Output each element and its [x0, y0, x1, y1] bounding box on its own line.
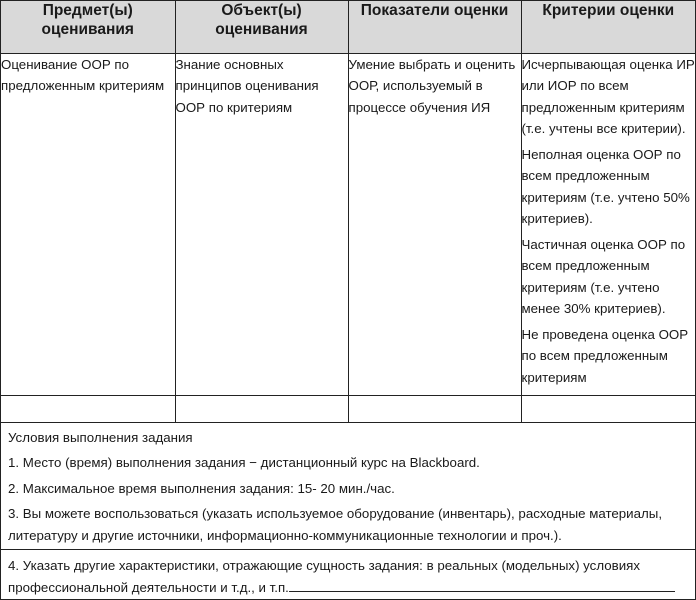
cell-criteria: [521, 53, 695, 395]
header-criteria: Критерии оценки: [521, 1, 695, 53]
cell-subject: Оценивание ООР по предложенным критериям: [1, 53, 175, 395]
cell-object: Знание основных принципов оценивания ООР по критериям: [175, 53, 348, 395]
table-header-row: [1, 1, 695, 53]
criteria-item-none: Не проведена оценка ООР по всем предложенным критериям: [521, 326, 689, 385]
header-subject: Предмет(ы) оценивания: [1, 1, 175, 53]
header-object: Объект(ы) оценивания: [175, 1, 348, 53]
cell-indicator: Умение выбрать и оценить ООР, используемый в процессе обучения ИЯ: [348, 53, 521, 395]
condition-item: 3. Вы можете воспользоваться (указать используемое оборудование (инвентарь), расходные материалы, литературу и другие источники, информационно-коммуникационные технологии и проч.).: [8, 506, 663, 543]
empty-cell: [175, 395, 348, 422]
criteria-list: [522, 54, 696, 389]
assessment-table: [1, 1, 695, 423]
empty-cell: [1, 395, 175, 422]
condition-item: 1. Место (время) выполнения задания − дистанционный курс на Blackboard.: [8, 455, 480, 470]
criteria-item-incomplete: Неполная оценка ООР по всем предложенным критериям (т.е. учтено 50% критериев).: [521, 146, 690, 226]
fill-in-line: [289, 578, 675, 592]
table-row: [1, 53, 695, 395]
empty-cell: [348, 395, 521, 422]
condition-item-4-text: 4. Указать другие характеристики, отражающие сущность задания: в реальных (модельных) условиях профессиональной деятельности и т.д., и т.п.: [8, 558, 640, 595]
criteria-item-full: Исчерпывающая оценка ИР или ИОР по всем предложенным критериям (т.е. учтены все критерии).: [521, 56, 695, 136]
condition-item: 2. Максимальное время выполнения задания: 15- 20 мин./час.: [8, 480, 395, 496]
empty-row: [1, 395, 695, 422]
criteria-item-partial: Частичная оценка ООР по всем предложенным критериям (т.е. учтено менее 30% критериев).: [521, 236, 686, 316]
condition-item-4: [1, 550, 695, 598]
header-indicators: Показатели оценки: [348, 1, 521, 53]
conditions-block: [1, 423, 695, 551]
conditions-title: Условия выполнения задания: [8, 429, 193, 445]
task-conditions: [1, 423, 695, 599]
empty-cell: [521, 395, 695, 422]
